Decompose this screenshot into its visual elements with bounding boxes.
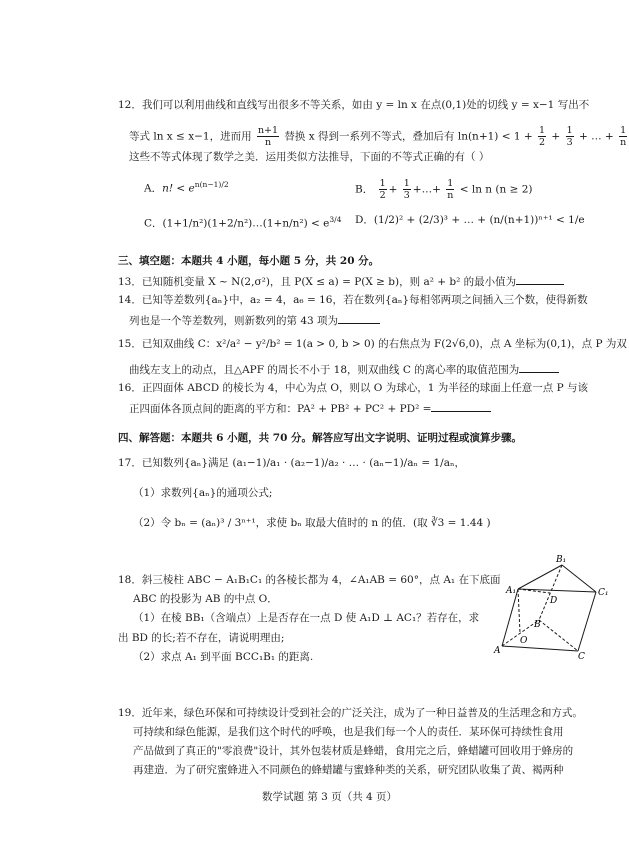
section3-title: 三、填空题：本题共 4 小题，每小题 5 分，共 20 分。 [118,255,380,267]
q14-line1: 14．已知等差数列{aₙ}中，a₂ = 4，a₆ = 16，若在数列{aₙ}每相邻两项之间插入三个数，使得新数 [118,294,588,306]
section4-title: 四、解答题：本题共 6 小题，共 70 分。解答应写出文字说明、证明过程或演算步骤。 [118,432,523,444]
q17-part1: （1）求数列{aₙ}的通项公式; [133,487,273,499]
label-d: D [550,596,558,606]
edge-c1c [578,592,596,651]
q17-line1: 17．已知数列{aₙ}满足 (a₁−1)/a₁ · (a₂−1)/a₂ · … · (aₙ−1)/aₙ = 1/aₙ， [118,457,466,469]
q16-line1: 16．正四面体 ABCD 的棱长为 4，中心为点 O，则以 O 为球心，1 为半径的球面上任意一点 P 与该 [118,382,588,394]
q18-line1: 18．斜三棱柱 ABC − A₁B₁C₁ 的各棱长都为 4，∠A₁AB = 60°，点 A₁ 在下底面 [118,574,501,586]
q18-line2: ABC 的投影为 AB 的中点 O． [133,593,278,605]
q12-option-a: A．n! < $e^{n(n-1)/2}$ [144,180,229,195]
label-b: B [534,620,541,630]
q12-line3: 这些不等式体现了数学之美．运用类似方法推导，下面的不等式正确的有（ ） [129,151,490,163]
edge-b1b-hidden [539,565,562,620]
edge-bc-hidden [539,620,578,651]
q15-line1: 15．已知双曲线 C：x²/a² − y²/b² = 1(a > 0, b > 0) 的右焦点为 F(2√6,0)，点 A 坐标为(0,1)，点 P 为双 [118,338,627,350]
prism-figure [492,553,610,661]
q14-line2: 列也是一个等差数列，则新数列的第 43 项为 [129,312,380,328]
q15-line2: 曲线左支上的动点，且△APF 的周长不小于 18，则双曲线 C 的离心率的取值范围为 [129,361,559,377]
q18-part1b: 出 BD 的长;若不存在，请说明理由; [118,632,285,644]
q12-line1: 12．我们可以利用曲线和直线写出很多不等关系，如由 y = ln x 在点(0,1)处的切线 y = x−1 写出不 [118,99,590,111]
page-footer: 数学试题 第 3 页（共 4 页） [262,791,398,803]
fraction: $\frac{n+1}{n}$ [257,125,279,148]
edge-a1a [502,589,518,646]
label-c: C [578,652,585,662]
fraction: $\frac{1}{3}$ [566,125,573,148]
label-a: A [494,646,501,656]
answer-blank [516,273,564,285]
edge-a1b1 [518,565,562,589]
q19-line1: 19．近年来，绿色环保和可持续设计受到社会的广泛关注，成为了一种日益普及的生活理念和方式。 [118,707,583,719]
fraction: $\frac{1}{2}$ [379,178,386,201]
fraction: $\frac{1}{n}$ [620,125,627,148]
q12-option-b: B． $\frac{1}{2}$ + $\frac{1}{3}$ +…+ $\frac{1}{n}$ < ln n (n ≥ 2) [355,178,533,201]
q12-option-d: D．(1/2)² + (2/3)³ + … + (n/(n+1))ⁿ⁺¹ < 1/e [355,214,585,226]
q16-line2: 正四面体各顶点间的距离的平方和：PA² + PB² + PC² + PD² = [129,400,491,416]
answer-blank [519,361,559,373]
q12-line2: 等式 ln x ≤ x−1，进而用 $\frac{n+1}{n}$ 替换 x 得到一系列不等式，叠加后有 ln(n+1) < 1 + $\frac{1}{2}$ + $\frac{1}{3}$ + … + $\frac{1}{n}$ [129,125,627,148]
q12-option-c: C．(1+1/n²)(1+2/n²)…(1+n/n²) < $e^{3/4}$ [144,215,342,230]
q19-line4: 再建造．为了研究蜜蜂进入不同颜色的蜂蜡罐与蜜蜂种类的关系，研究团队收集了黄、褐两种 [133,764,564,776]
prism-diagram [492,553,610,661]
edge-ac [502,646,578,651]
q19-line3: 产品做到了真正的"零浪费"设计，其外包装材质是蜂蜡，食用完之后，蜂蜡罐可回收用于蜂房的 [133,745,574,757]
fraction: $\frac{1}{n}$ [447,178,454,201]
label-o: O [520,636,528,646]
label-c1: C₁ [598,588,609,598]
edge-b1c1 [562,565,596,592]
q13: 13．已知随机变量 X ~ N(2,σ²)，且 P(X ≤ a) = P(X ≥ b)，则 a² + b² 的最小值为 [118,273,564,289]
fraction: $\frac{1}{3}$ [403,178,410,201]
label-a1: A₁ [506,586,517,596]
q19-line2: 可持续和绿色能源，是我们这个时代的呼唤，也是我们每一个人的责任．某环保可持续性食用 [133,726,564,738]
answer-blank [431,400,491,412]
q17-part2: （2）令 bₙ = (aₙ)³ / 3ⁿ⁺¹，求使 bₙ 取最大值时的 n 的值．(取 ∛3 = 1.44 ) [133,517,491,529]
edge-a1o-hidden [518,589,520,633]
q18-part2: （2）求点 A₁ 到平面 BCC₁B₁ 的距离. [133,651,314,663]
answer-blank [338,312,380,324]
fraction: $\frac{1}{2}$ [539,125,546,148]
q18-part1a: （1）在棱 BB₁（含端点）上是否存在一点 D 使 A₁D ⊥ AC₁？若存在，求 [133,612,480,624]
label-b1: B₁ [556,555,567,565]
